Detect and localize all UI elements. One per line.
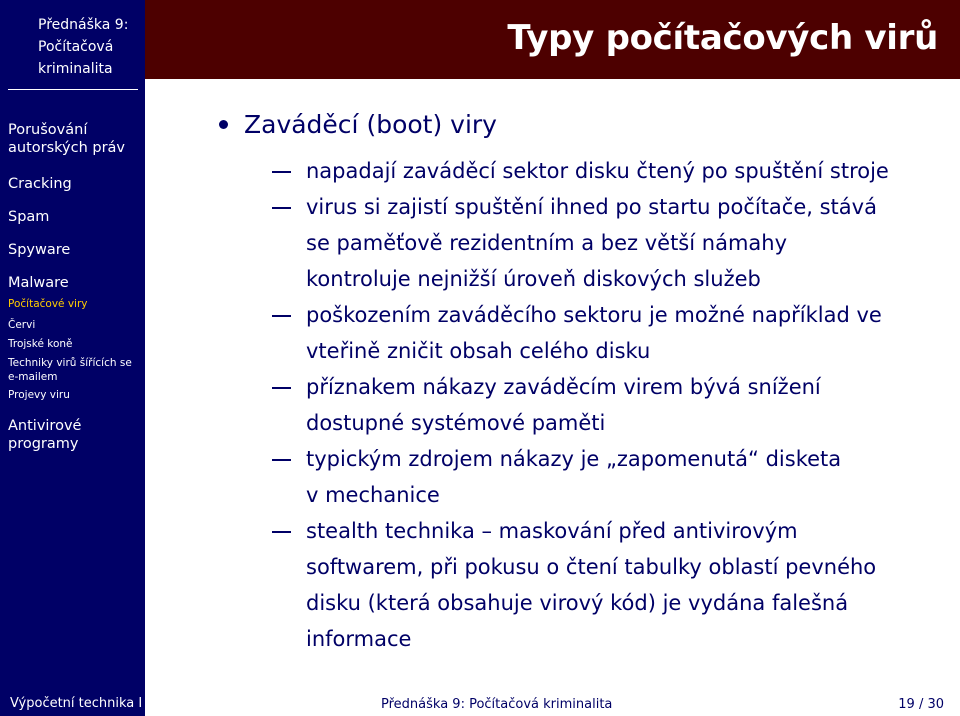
bullet-line: napadají zaváděcí sektor disku čtený po spuštění stroje — [306, 159, 889, 183]
sidebar-item-spyware[interactable]: Spyware — [8, 242, 71, 258]
sidebar — [0, 0, 145, 692]
sidebar-item-virus-symptoms[interactable]: Projevy viru — [8, 389, 70, 401]
bullet-line: typickým zdrojem nákazy je „zapomenutá“ disketa — [306, 447, 842, 471]
dash-icon — [272, 207, 291, 209]
bullet-line: disku (která obsahuje virový kód) je vydána falešná — [306, 591, 849, 615]
slide-content — [145, 79, 960, 692]
bullet-line: vteřině zničit obsah celého disku — [306, 339, 651, 363]
slide-title: Typy počítačových virů — [507, 18, 938, 58]
bullet-line: stealth technika – maskování před antivirovým — [306, 519, 798, 543]
page-number: 19 / 30 — [898, 697, 944, 712]
bullet-heading: Zaváděcí (boot) viry — [244, 110, 497, 139]
footer-lecture: Přednáška 9: Počítačová kriminalita — [381, 697, 613, 712]
bullet-line: poškozením zaváděcího sektoru je možné například ve — [306, 303, 882, 327]
sidebar-item-trojans[interactable]: Trojské koně — [8, 338, 73, 350]
bullet-line: se paměťově rezidentním a bez větší námahy — [306, 231, 788, 255]
dash-icon — [272, 531, 291, 533]
dash-icon — [272, 459, 291, 461]
sidebar-item-spam[interactable]: Spam — [8, 209, 50, 225]
title-bar — [145, 0, 960, 79]
sidebar-item-label: Porušování — [8, 122, 88, 138]
lecture-title-line: Přednáška 9: — [38, 17, 129, 33]
bullet-line: informace — [306, 627, 412, 651]
footer-bar — [145, 692, 960, 716]
sidebar-item-antivirus[interactable]: Antivirové programy — [8, 418, 82, 452]
bullet-line: virus si zajistí spuštění ihned po startu počítače, stává — [306, 195, 877, 219]
lecture-title[interactable] — [38, 14, 138, 80]
sidebar-item-worms[interactable]: Červi — [8, 319, 36, 331]
bullet-line: dostupné systémové paměti — [306, 411, 606, 435]
dash-icon — [272, 315, 291, 317]
sidebar-item-label: e-mailem — [8, 371, 58, 383]
footer — [0, 692, 960, 716]
lecture-title-line: Počítačová — [38, 39, 114, 55]
bullet-line: příznakem nákazy zaváděcím virem bývá snížení — [306, 375, 821, 399]
sidebar-item-label: Techniky virů šířících se — [8, 357, 132, 369]
bullet-line: kontroluje nejnižší úroveň diskových služeb — [306, 267, 761, 291]
sidebar-item-copyright[interactable] — [8, 121, 125, 157]
bullet-icon — [219, 120, 228, 129]
dash-icon — [272, 171, 291, 173]
lecture-title-line: kriminalita — [38, 61, 113, 77]
bullet-line: softwarem, při pokusu o čtení tabulky oblastí pevného — [306, 555, 877, 579]
sidebar-divider — [8, 89, 138, 90]
dash-icon — [272, 387, 291, 389]
sidebar-item-cracking[interactable]: Cracking — [8, 176, 72, 192]
footer-course: Výpočetní technika I — [0, 692, 145, 716]
sidebar-item-email-viruses[interactable] — [8, 356, 132, 384]
bullet-line: v mechanice — [306, 483, 440, 507]
sidebar-item-label: autorských práv — [8, 140, 126, 156]
sidebar-item-computer-viruses[interactable]: Počítačové viry — [8, 298, 88, 310]
sidebar-item-malware[interactable]: Malware — [8, 275, 69, 291]
